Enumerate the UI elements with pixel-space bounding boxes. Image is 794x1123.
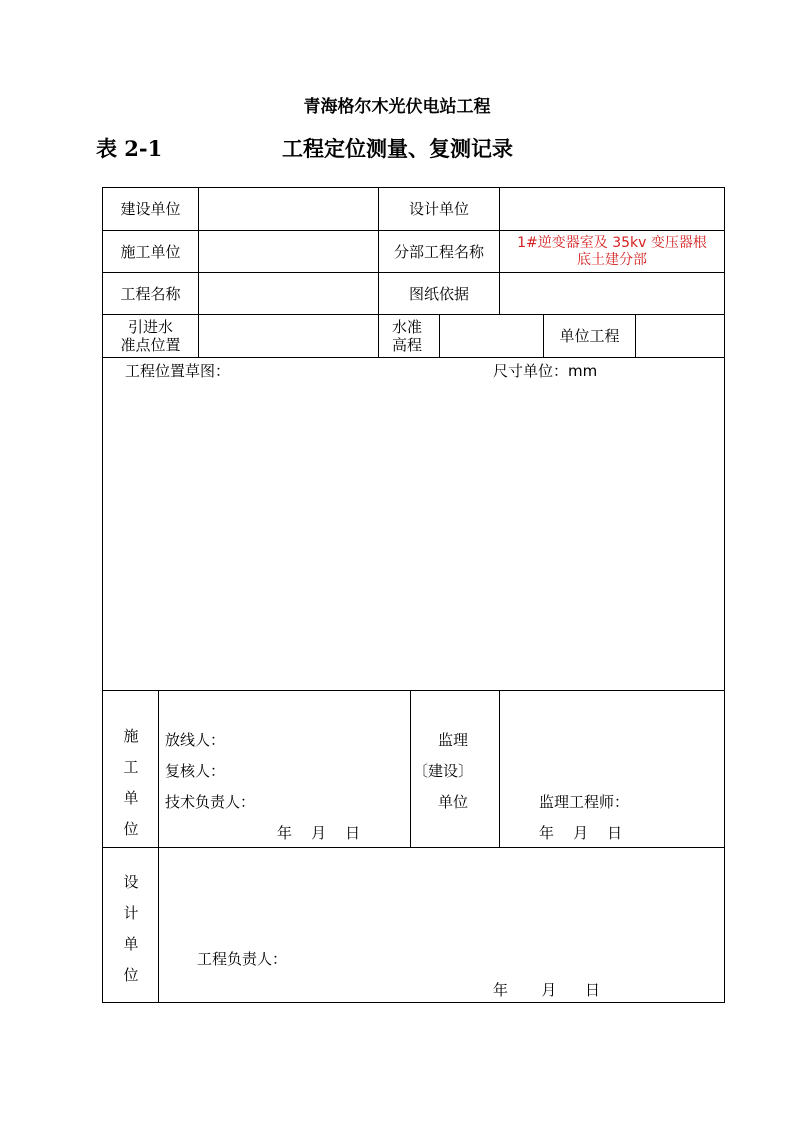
supervising-engineer-label: 监理工程师： — [539, 793, 630, 811]
sketch-label: 工程位置草图： — [125, 362, 231, 380]
supervision-line1: 监理 — [438, 731, 469, 749]
level-label-line2: 高程 — [392, 336, 423, 354]
construction-char: 单 — [123, 789, 139, 807]
tech-lead-label: 技术负责人： — [165, 793, 256, 811]
col-divider — [410, 690, 411, 847]
construction-unit-vertical-label — [116, 725, 146, 849]
project-title: 青海格尔木光伏电站工程 — [303, 97, 491, 117]
subproject-value-line1: 1#逆变器室及 35kv 变压器根 — [517, 234, 707, 251]
construction-char: 施 — [123, 727, 139, 745]
design-unit-label: 设计单位 — [408, 200, 469, 218]
design-char: 计 — [123, 904, 139, 922]
sketch-area[interactable] — [103, 378, 724, 690]
record-table — [102, 187, 725, 1003]
layout-person-label: 放线人： — [165, 731, 226, 749]
benchmark-label — [103, 315, 198, 357]
col-divider — [499, 690, 500, 847]
subproject-label: 分部工程名称 — [393, 242, 484, 261]
design-char: 单 — [123, 935, 139, 953]
row-divider — [103, 357, 724, 358]
benchmark-label-line2: 准点位置 — [120, 336, 181, 354]
design-lead-label: 工程负责人： — [197, 950, 288, 968]
row-divider — [103, 690, 724, 691]
construction-unit-field[interactable] — [199, 188, 378, 230]
dimension-unit-label: 尺寸单位：mm — [493, 362, 598, 380]
design-date: 年 月 日 — [493, 981, 600, 999]
builder-label: 施工单位 — [120, 242, 181, 261]
supervision-line3: 单位 — [438, 793, 469, 811]
unit-project-label: 单位工程 — [559, 327, 620, 345]
level-label-line1: 水准 — [392, 318, 423, 336]
table-number: 表 2-1 — [96, 136, 163, 161]
table-title: 工程定位测量、复测记录 — [282, 136, 513, 161]
construction-date: 年 月 日 — [277, 824, 361, 842]
design-unit-field[interactable] — [500, 188, 724, 230]
construction-char: 工 — [123, 758, 139, 776]
project-name-label: 工程名称 — [120, 284, 181, 303]
design-char: 位 — [123, 966, 139, 984]
level-label — [379, 315, 439, 357]
design-char: 设 — [123, 873, 139, 891]
benchmark-label-line1: 引进水 — [127, 318, 173, 336]
subproject-field[interactable] — [500, 231, 724, 272]
supervision-line2: 〔建设〕 — [413, 762, 474, 780]
col-divider — [158, 690, 159, 1002]
supervision-date: 年 月 日 — [539, 824, 623, 842]
construction-unit-label: 建设单位 — [120, 200, 181, 218]
checker-label: 复核人： — [165, 762, 226, 780]
row-divider — [103, 847, 724, 848]
builder-field[interactable] — [199, 231, 378, 272]
construction-char: 位 — [123, 820, 139, 838]
unit-project-field[interactable] — [636, 315, 724, 357]
drawing-basis-field[interactable] — [500, 273, 724, 314]
benchmark-field[interactable] — [199, 315, 378, 357]
drawing-basis-label: 图纸依据 — [408, 284, 469, 303]
project-name-field[interactable] — [199, 273, 378, 314]
design-unit-vertical-label — [116, 871, 146, 995]
level-field[interactable] — [440, 315, 543, 357]
subproject-value-line2: 底土建分部 — [577, 251, 647, 268]
